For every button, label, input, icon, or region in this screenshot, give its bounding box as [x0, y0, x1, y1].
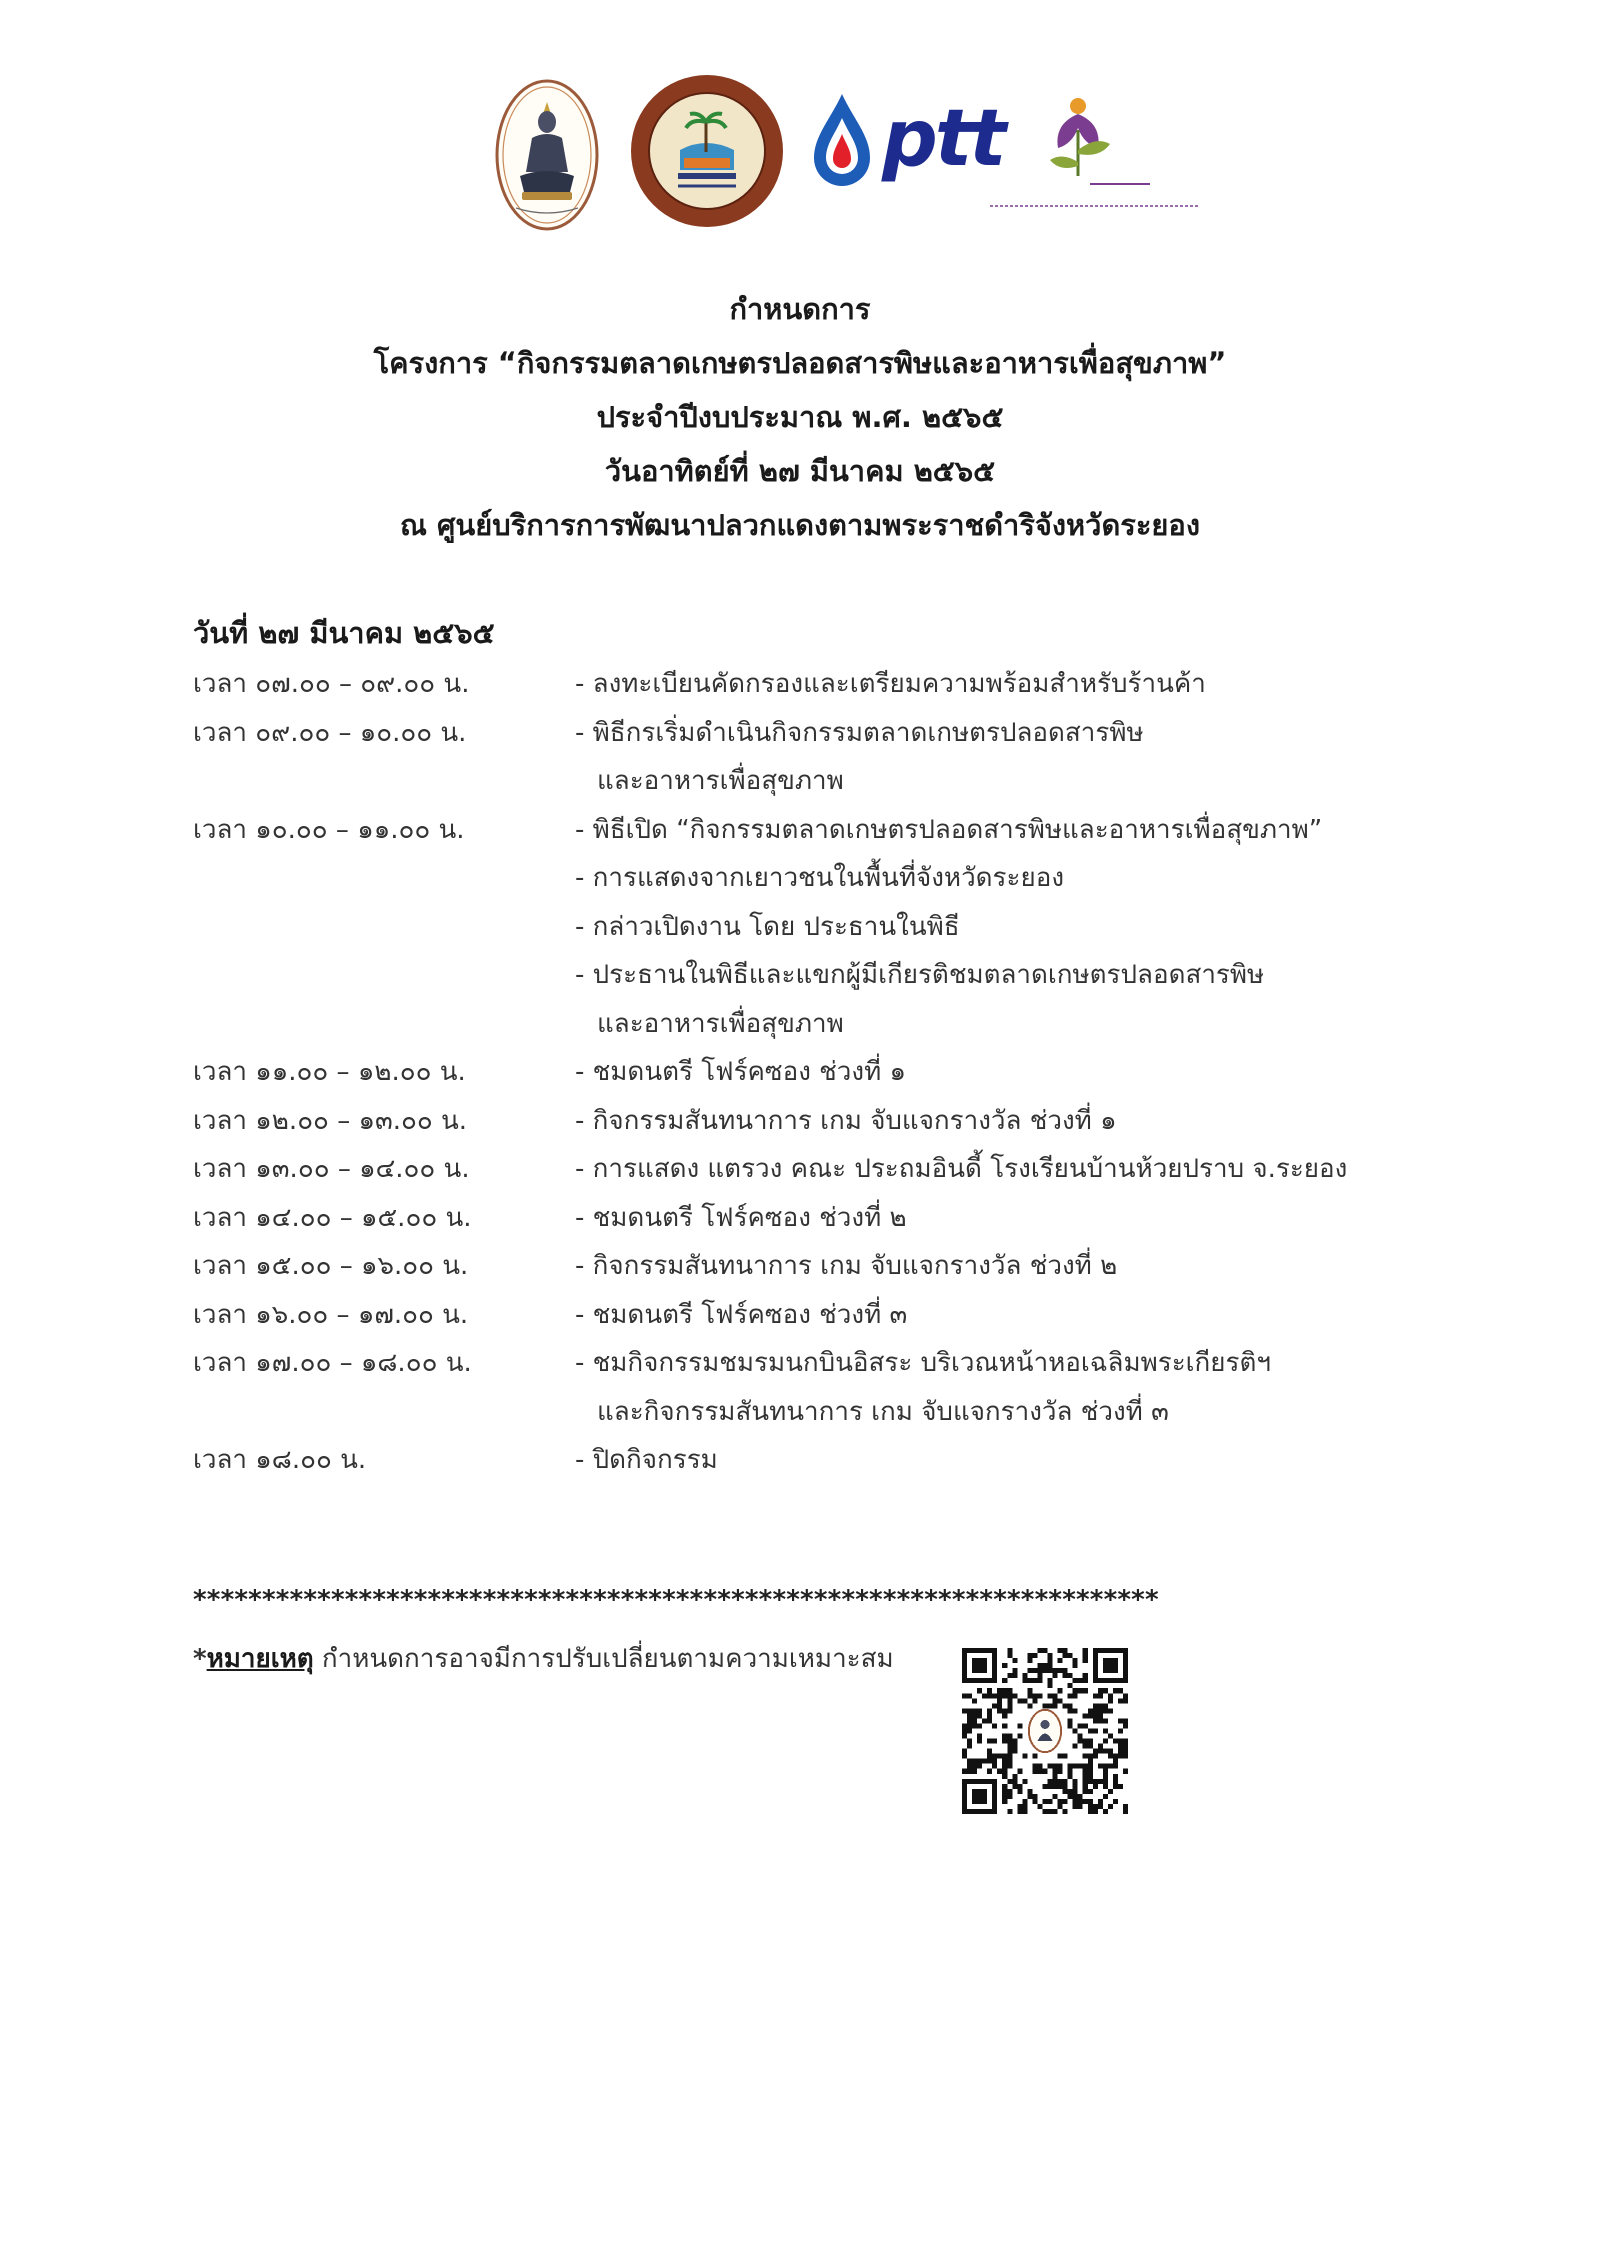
schedule-activity: - ชมดนตรี โฟร์คซอง ช่วงที่ ๓ [575, 1299, 908, 1330]
schedule-activity: - กิจกรรมสันทนาการ เกม จับแจกรางวัล ช่วงที่ ๑ [575, 1105, 1117, 1136]
event-venue: ณ ศูนย์บริการการพัฒนาปลวกแดงตามพระราชดำริจังหวัดระยอง [399, 508, 1201, 542]
schedule-time: เวลา ๑๐.๐๐ – ๑๑.๐๐ น. [193, 814, 465, 845]
project-name: โครงการ “กิจกรรมตลาดเกษตรปลอดสารพิษและอาหารเพื่อสุขภาพ” [373, 346, 1227, 380]
schedule-activities [575, 709, 1393, 806]
schedule-row [193, 806, 1393, 1049]
schedule-activity-continuation: และกิจกรรมสันทนาการ เกม จับแจกรางวัล ช่วงที่ ๓ [597, 1396, 1169, 1427]
schedule-time: เวลา ๑๒.๐๐ – ๑๓.๐๐ น. [193, 1105, 468, 1136]
schedule-activities [575, 1048, 1393, 1097]
schedule-activity: - ลงทะเบียนคัดกรองและเตรียมความพร้อมสำหรับร้านค้า [575, 669, 1206, 699]
buddha-statue-logo [492, 76, 602, 234]
schedule-row [193, 1048, 1393, 1097]
footnote-label: หมายเหตุ [206, 1644, 314, 1674]
schedule-activity: - ชมกิจกรรมชมรมนกบินอิสระ บริเวณหน้าหอเฉลิมพระเกียรติฯ [575, 1348, 1271, 1378]
ptt-wordmark: ptt [882, 94, 1004, 184]
event-date: วันอาทิตย์ที่ ๒๗ มีนาคม ๒๕๖๕ [604, 454, 996, 488]
schedule-title: กำหนดการ [729, 292, 871, 326]
schedule-time: เวลา ๑๕.๐๐ – ๑๖.๐๐ น. [193, 1251, 469, 1281]
schedule-activity: - ปิดกิจกรรม [575, 1445, 718, 1475]
asterisk-separator: ********************************************************************** [193, 1585, 1159, 1615]
footnote [193, 1638, 894, 1679]
qr-code-icon [962, 1648, 1128, 1814]
schedule-activity-continuation: และอาหารเพื่อสุขภาพ [597, 1008, 844, 1039]
schedule-activity: - การแสดง แตรวง คณะ ประถมอินดี้ โรงเรียนบ้านห้วยปราบ จ.ระยอง [575, 1154, 1348, 1184]
schedule-time: เวลา ๑๑.๐๐ – ๑๒.๐๐ น. [193, 1057, 466, 1087]
footnote-text: กำหนดการอาจมีการปรับเปลี่ยนตามความเหมาะสม [313, 1644, 894, 1674]
schedule-activity: - การแสดงจากเยาวชนในพื้นที่จังหวัดระยอง [575, 863, 1065, 893]
day-heading: วันที่ ๒๗ มีนาคม ๒๕๖๕ [193, 616, 495, 650]
schedule-activities [575, 1291, 1393, 1340]
schedule-time: เวลา ๐๙.๐๐ – ๑๐.๐๐ น. [193, 717, 467, 748]
schedule-activity: - พิธีเปิด “กิจกรรมตลาดเกษตรปลอดสารพิษและอาหารเพื่อสุขภาพ” [575, 814, 1323, 845]
schedule-activity: - ชมดนตรี โฟร์คซอง ช่วงที่ ๑ [575, 1057, 907, 1087]
schedule-time: เวลา ๑๘.๐๐ น. [193, 1445, 367, 1475]
schedule-time: เวลา ๑๓.๐๐ – ๑๔.๐๐ น. [193, 1154, 470, 1184]
schedule-row [193, 1436, 1393, 1485]
schedule-time: เวลา ๑๖.๐๐ – ๑๗.๐๐ น. [193, 1299, 469, 1330]
schedule-activity: - กล่าวเปิดงาน โดย ประธานในพิธี [575, 911, 960, 942]
schedule-activities [575, 1339, 1393, 1436]
schedule-activities [575, 1194, 1393, 1243]
schedule-activities [575, 806, 1393, 1049]
schedule-activity: - ประธานในพิธีและแขกผู้มีเกียรติชมตลาดเกษตรปลอดสารพิษ [575, 960, 1265, 990]
schedule-row [193, 1194, 1393, 1243]
schedule-list [193, 660, 1393, 1485]
schedule-activity: - กิจกรรมสันทนาการ เกม จับแจกรางวัล ช่วงที่ ๒ [575, 1251, 1118, 1281]
schedule-activity-continuation: และอาหารเพื่อสุขภาพ [597, 766, 844, 796]
fiscal-year: ประจำปีงบประมาณ พ.ศ. ๒๕๖๕ [596, 400, 1004, 434]
footnote-asterisk: * [193, 1644, 207, 1674]
title-block [0, 282, 1600, 552]
schedule-activity: - ชมดนตรี โฟร์คซอง ช่วงที่ ๒ [575, 1202, 907, 1233]
schedule-activities [575, 1145, 1393, 1194]
schedule-row [193, 1291, 1393, 1340]
ptt-flame-icon [810, 90, 874, 190]
logo-bar [0, 70, 1600, 240]
schedule-time: เวลา ๑๔.๐๐ – ๑๕.๐๐ น. [193, 1202, 472, 1233]
schedule-row [193, 660, 1393, 709]
schedule-activities [575, 1242, 1393, 1291]
rayong-seal-logo [628, 72, 786, 230]
schedule-activities [575, 1436, 1393, 1485]
schedule-time: เวลา ๐๗.๐๐ – ๐๙.๐๐ น. [193, 669, 470, 699]
schedule-time: เวลา ๑๗.๐๐ – ๑๘.๐๐ น. [193, 1348, 472, 1378]
schedule-activities [575, 1097, 1393, 1146]
schedule-row [193, 1097, 1393, 1146]
schedule-row [193, 1145, 1393, 1194]
schedule-row [193, 1242, 1393, 1291]
schedule-row [193, 1339, 1393, 1436]
schedule-row [193, 709, 1393, 806]
herb-garden-logo [978, 90, 1218, 220]
schedule-activity: - พิธีกรเริ่มดำเนินกิจกรรมตลาดเกษตรปลอดสารพิษ [575, 717, 1144, 748]
schedule-activities [575, 660, 1393, 709]
